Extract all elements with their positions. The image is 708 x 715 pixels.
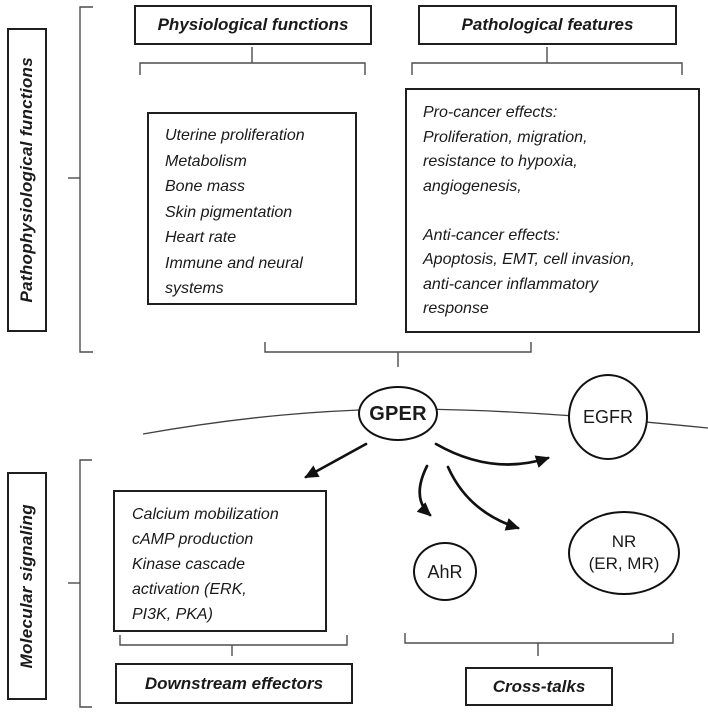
physiological-item: Immune and neural: [165, 254, 303, 272]
ahr-node-label: AhR: [427, 561, 463, 582]
signaling-item: activation (ERK,: [132, 581, 247, 598]
crosstalks-title: Cross-talks: [465, 667, 613, 706]
physiological-item: Metabolism: [165, 152, 247, 170]
pathological-features-box: [405, 88, 700, 333]
pathological-item: Apoptosis, EMT, cell invasion,: [423, 251, 635, 268]
egfr-node: [568, 374, 648, 460]
arrow-gper-to-ahr: [420, 466, 430, 515]
signaling-item: Calcium mobilization: [132, 506, 279, 523]
physiological-item: Bone mass: [165, 178, 246, 195]
pathological-item: Proliferation, migration,: [423, 128, 588, 146]
gper-node: [358, 386, 438, 441]
physiological-item: systems: [165, 280, 224, 297]
physiological-functions-title: Physiological functions: [134, 5, 372, 45]
physiological-item: Skin pigmentation: [165, 203, 293, 221]
downstream-bracket: [120, 635, 347, 645]
nr-node: [568, 511, 680, 595]
pathological-item: resistance to hypoxia,: [423, 153, 578, 170]
physiological-item: Heart rate: [165, 229, 237, 246]
molecular-signaling-label: [7, 472, 47, 700]
arrow-gper-to-egfr: [436, 444, 548, 464]
top-section-bracket: [80, 7, 93, 352]
crosstalks-bracket: [405, 633, 673, 643]
pathological-item-spacer: [423, 199, 690, 224]
arrow-gper-to-signaling: [306, 444, 366, 477]
nr-node-label-line1: NR: [611, 532, 637, 551]
nr-node-label-line2: (ER, MR): [588, 554, 660, 573]
physiological-bracket: [140, 63, 365, 75]
egfr-node-label: EGFR: [582, 407, 633, 427]
gper-node-label: GPER: [369, 402, 427, 425]
gper-converge-bracket: [265, 342, 531, 352]
arrow-gper-to-nr: [448, 467, 518, 528]
pathological-item: Anti-cancer effects:: [423, 226, 560, 244]
signaling-item: PI3K, PKA): [132, 606, 213, 623]
pathophysiological-functions-label: [7, 28, 47, 332]
pathophysiological-functions-label-text: Pathophysiological functions: [17, 57, 36, 303]
pathological-item: Pro-cancer effects:: [423, 104, 558, 121]
signaling-item: cAMP production: [132, 531, 254, 548]
molecular-signaling-label-text: Molecular signaling: [17, 503, 36, 669]
physiological-item: Uterine proliferation: [165, 127, 305, 144]
ahr-node: [413, 542, 477, 601]
pathological-item: anti-cancer inflammatory: [423, 275, 599, 293]
signaling-effects-box: [113, 490, 327, 632]
pathological-item: angiogenesis,: [423, 177, 522, 195]
pathological-bracket: [412, 63, 682, 75]
pathological-features-title: Pathological features: [418, 5, 677, 45]
physiological-functions-box: [147, 112, 357, 305]
pathological-item: response: [423, 300, 489, 317]
bottom-section-bracket: [80, 460, 92, 707]
signaling-item: Kinase cascade: [132, 556, 245, 573]
downstream-effectors-title: Downstream effectors: [115, 663, 353, 704]
